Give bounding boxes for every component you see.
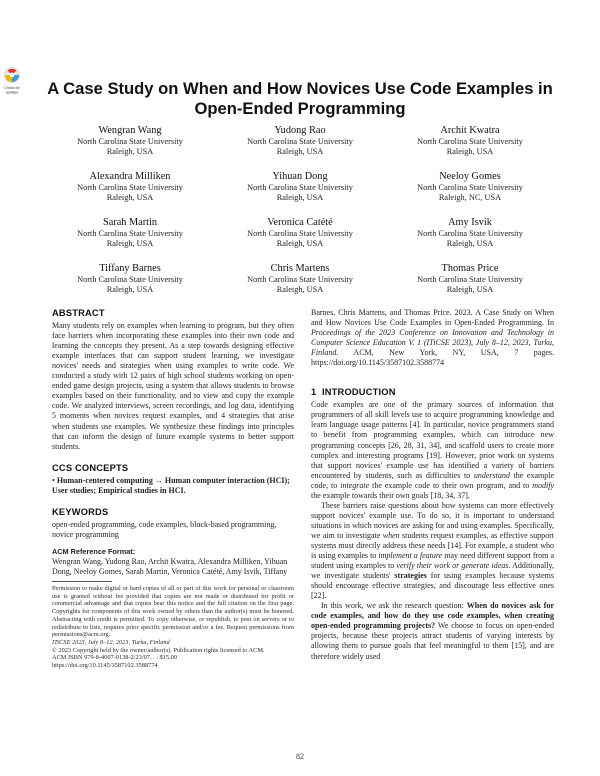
ccs-heading: CCS CONCEPTS: [52, 462, 129, 473]
author-location: Raleigh, NC, USA: [438, 193, 502, 203]
badge-line-2: updates: [5, 90, 19, 95]
author-affiliation: North Carolina State University: [417, 275, 523, 284]
author-affiliation: North Carolina State University: [77, 275, 183, 284]
author-name: Chris Martens: [270, 263, 330, 274]
acm-reference-label: ACM Reference Format:: [52, 546, 136, 556]
introduction-heading: 1 INTRODUCTION: [311, 387, 396, 398]
acm-reference: [52, 547, 294, 577]
doi-link[interactable]: https://doi.org/10.1145/3587102.3588774: [52, 662, 158, 670]
author-card: [210, 170, 390, 203]
author-location: Raleigh, USA: [106, 147, 154, 157]
author-card: [380, 262, 560, 295]
author-location: Raleigh, USA: [106, 285, 154, 295]
intro-paragraph-1: Code examples are one of the primary sources of information that programmers of all skill levels use to acquire programming knowledge and learn language usage patterns [4]. In particular, novice programmers stand to benefit from programming examples, which can introduce new programming concepts [26, 28, 31, 34], and scaffold users to create more complex and interesting programs [19]. However, prior work on systems that support novices' example use has identified a variety of barriers encountered by students, such as difficulties to understand the example code, to integrate the example code to their own program, and to modify the example towards their own goals [18, 34, 37].: [311, 400, 555, 500]
paper-title: A Case Study on When and How Novices Use Code Examples in Open-Ended Programming: [47, 79, 553, 118]
ccs-text: [52, 476, 294, 496]
author-location: Raleigh, USA: [446, 285, 494, 295]
author-card: [210, 124, 390, 157]
author-name: Neeloy Gomes: [439, 171, 501, 182]
author-card: [40, 216, 220, 249]
author-name: Veronica Catété: [267, 217, 333, 228]
left-column: [52, 308, 294, 670]
author-location: Raleigh, USA: [446, 147, 494, 157]
abstract-heading: ABSTRACT: [52, 308, 105, 318]
author-location: Raleigh, USA: [276, 147, 324, 157]
author-name: Wengran Wang: [98, 125, 162, 136]
author-affiliation: North Carolina State University: [247, 137, 353, 146]
author-location: Raleigh, USA: [276, 285, 324, 295]
author-name: Yihuan Dong: [272, 171, 328, 182]
author-card: [210, 262, 390, 295]
author-affiliation: North Carolina State University: [77, 229, 183, 238]
author-name: Alexandra Milliken: [89, 171, 171, 182]
author-name: Sarah Martin: [102, 217, 158, 228]
author-name: Archit Kwatra: [440, 125, 500, 136]
check-for-updates-badge[interactable]: [2, 66, 22, 96]
author-card: [40, 124, 220, 157]
author-name: Yudong Rao: [274, 125, 326, 136]
author-affiliation: North Carolina State University: [77, 183, 183, 192]
author-card: [40, 262, 220, 295]
author-affiliation: North Carolina State University: [417, 183, 523, 192]
author-card: [40, 170, 220, 203]
abstract-text: Many students rely on examples when learning to program, but they often face barriers when incorporating these examples into their own code and learning the concepts they present. As a step towards designing effective example interfaces that can support student learning, we investigate novices' needs and strategies when using examples to write code. We conducted a study with 12 pairs of high school students working on open-ended game design projects, using a system that allows students to browse examples based on their functionality, and to view and copy the example code. We analyzed interviews, screen recordings, and log data, identifying 5 moments when novices request examples, and 4 strategies that arise when students use examples. We synthesize these findings into principles that can inform the design of future example systems to better support students.: [52, 321, 294, 451]
acm-reference-text: Wengran Wang, Yudong Rao, Archit Kwatra, Alexandra Milliken, Yihuan Dong, Neeloy Gomes, Sarah Martin, Veronica Catété, Amy Isvik, Tiffany: [52, 556, 288, 577]
author-name: Amy Isvik: [448, 217, 492, 228]
footnote-divider: [52, 581, 112, 582]
author-name: Thomas Price: [441, 263, 499, 274]
author-location: Raleigh, USA: [106, 193, 154, 203]
keywords-text: open-ended programming, code examples, block-based programming, novice programming: [52, 519, 277, 539]
page-number: 82: [296, 752, 304, 761]
intro-paragraph-3: In this work, we ask the research question: When do novices ask for code examples, and how do they use code examples, when creating open-ended programming projects? We choose to focus on open-ended projects, because these projects attract students of varying interests by allowing them to pursue goals that feel meaningful to them [15], and are therefore widely used: [311, 601, 555, 661]
author-card: [380, 216, 560, 249]
author-affiliation: North Carolina State University: [247, 275, 353, 284]
author-affiliation: North Carolina State University: [417, 137, 523, 146]
author-affiliation: North Carolina State University: [247, 183, 353, 192]
author-location: Raleigh, USA: [446, 239, 494, 249]
isbn-line: ACM ISBN 979-8-4007-0138-2/23/07. . . $15.00: [52, 654, 177, 662]
conference-venue: ITiCSE 2023, July 8–12, 2023, Turku, Finland: [52, 639, 170, 646]
author-location: Raleigh, USA: [276, 239, 324, 249]
keywords-heading: KEYWORDS: [52, 506, 109, 517]
ccs-bullet: •: [52, 475, 55, 485]
ccs-concepts: Human-centered computing → Human computer interaction (HCI); User studies; Empirical studies in HCI.: [52, 475, 290, 495]
author-card: [210, 216, 390, 249]
copyright-line: © 2023 Copyright held by the owner/author(s). Publication rights licensed to ACM.: [52, 646, 265, 654]
crossmark-icon: [2, 66, 22, 96]
author-card: [380, 124, 560, 157]
author-card: [380, 170, 560, 203]
intro-paragraph-2: These barriers raise questions about how systems can more effectively support novices' example use. To do so, it is important to understand situations in which novices are asking for and using examples. Specifically, we aim to investigate when students request examples, as effective support systems must directly address these needs [14]. For example, a student who is using examples to implement a feature may need different support from a student using examples to verify their work or generate ideas. Additionally, we investigate students' strategies for using examples because systems should encourage effective strategies, and discourage less effective ones [22].: [311, 500, 555, 601]
acm-reference-continued: Barnes, Chris Martens, and Thomas Price. 2023. A Case Study on When and How Novices Use Code Examples in Open-Ended Programming. In Proceedings of the 2023 Conference on Innovation and Technology in Computer Science Education V. 1 (ITiCSE 2023), July 8–12, 2023, Turku, Finland. ACM, New York, NY, USA, 7 pages. https://doi.org/10.1145/3587102.3588774: [311, 308, 554, 368]
author-location: Raleigh, USA: [276, 193, 324, 203]
author-name: Tiffany Barnes: [99, 263, 161, 274]
right-column: [311, 308, 554, 662]
author-location: Raleigh, USA: [106, 239, 154, 249]
badge-line-1: Check for: [4, 86, 20, 90]
author-affiliation: North Carolina State University: [417, 229, 523, 238]
permission-notice: Permission to make digital or hard copies of all or part of this work for personal or classroom use is granted without fee provided that copies are not made or distributed for profit or commercial advantage and that copies bear this notice and the full citation on the first page. Copyrights for components of this work owned by others than the author(s) must be honored. Abstracting with credit is permitted. To copy otherwise, or republish, to post on servers or to redistribute to lists, requires prior specific permission and/or a fee. Request permissions from permissions@acm.org.: [52, 585, 294, 639]
author-affiliation: North Carolina State University: [77, 137, 183, 146]
author-affiliation: North Carolina State University: [247, 229, 353, 238]
